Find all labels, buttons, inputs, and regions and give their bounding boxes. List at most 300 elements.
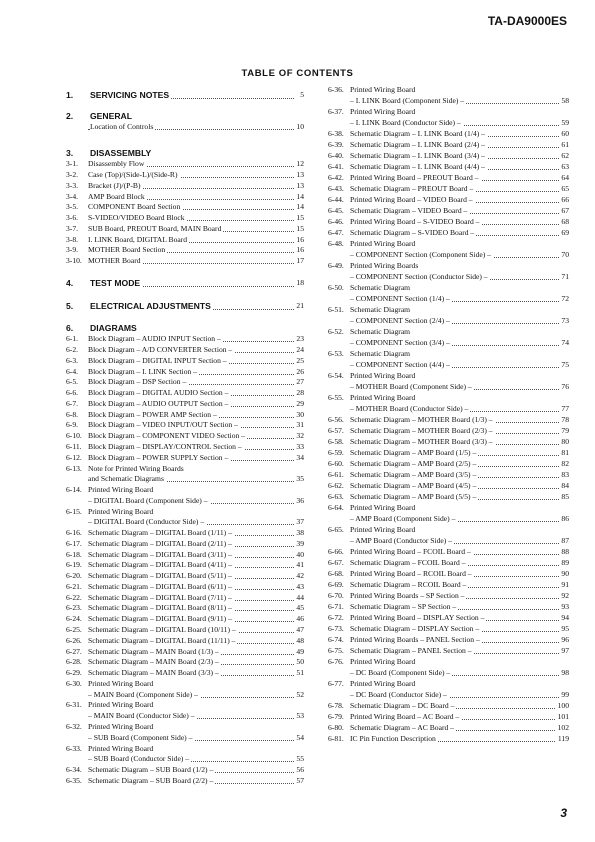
toc-entry-title: AMP Board Block [88, 192, 145, 201]
toc-entry-title: Block Diagram – DISPLAY/CONTROL Section – [88, 442, 242, 451]
toc-entry-title: Schematic Diagram – DC Board – [350, 701, 455, 710]
toc-entry-number: 6-65. [328, 525, 344, 534]
toc-entry-title: Printed Wiring Board [88, 507, 154, 516]
toc-entry-page: 65 [561, 184, 569, 193]
toc-entry-title: Printed Wiring Board [88, 700, 154, 709]
toc-entry-page: 17 [296, 256, 304, 265]
toc-entry-number: 6-16. [66, 528, 82, 537]
toc-entry-number: 6-77. [328, 679, 344, 688]
toc-entry-number: 6-48. [328, 239, 344, 248]
toc-entry-title: Block Diagram – AUDIO INPUT Section – [88, 334, 221, 343]
toc-entry-title: Schematic Diagram – FCOIL Board – [350, 558, 466, 567]
toc-entry [66, 442, 304, 452]
toc-entry-page: 14 [296, 192, 304, 201]
toc-entry [328, 426, 569, 436]
page-number: 3 [560, 806, 567, 820]
toc-entry-number: 6-55. [328, 393, 344, 402]
toc-entry-number: 6-26. [66, 636, 82, 645]
toc-entry-number: 6-68. [328, 569, 344, 578]
toc-entry-number: 3. [66, 148, 74, 158]
toc-entry-page: 88 [561, 547, 569, 556]
toc-entry [328, 723, 569, 733]
toc-entry [66, 690, 304, 700]
toc-entry-title: Schematic Diagram – AMP Board (1/5) – [350, 448, 477, 457]
toc-entry-title: Printed Wiring Board [88, 485, 154, 494]
toc-entry-page: 97 [561, 646, 569, 655]
toc-entry-title: Printed Wiring Board [88, 722, 154, 731]
toc-entry-page: 81 [561, 448, 569, 457]
toc-entry-title: Printed Wiring Boards – PANEL Section – [350, 635, 480, 644]
toc-entry-number: 3-4. [66, 192, 79, 201]
toc-entry-title: Printed Wiring Board [350, 371, 416, 380]
toc-entry-page: 94 [561, 613, 569, 622]
toc-entry [328, 184, 569, 194]
toc-entry-number: 6-14. [66, 485, 82, 494]
toc-entry-number: 6-57. [328, 426, 344, 435]
toc-entry [328, 481, 569, 491]
toc-entry-title: DISASSEMBLY [90, 148, 152, 158]
toc-entry [66, 122, 304, 132]
toc-entry [328, 129, 569, 139]
toc-entry-page: 67 [561, 206, 569, 215]
toc-entry [328, 712, 569, 722]
toc-entry [328, 459, 569, 469]
toc-entry-title: Block Diagram – COMPONENT VIDEO Section – [88, 431, 246, 440]
toc-entry-number: 6-29. [66, 668, 82, 677]
toc-entry-title: Printed Wiring Board [350, 85, 416, 94]
toc-entry [66, 668, 304, 678]
toc-entry-page: 13 [296, 170, 304, 179]
toc-entry-number: 6-58. [328, 437, 344, 446]
toc-entry-number: 6-40. [328, 151, 344, 160]
toc-entry-title: Printed Wiring Board – PREOUT Board – [350, 173, 479, 182]
toc-entry-number: 6-63. [328, 492, 344, 501]
toc-entry-title: Schematic Diagram – DIGITAL Board (11/11) – [88, 636, 236, 645]
toc-entry-page: 119 [557, 734, 569, 743]
toc-entry-title: TEST MODE [90, 278, 141, 288]
toc-entry-number: 6-15. [66, 507, 82, 516]
toc-entry-number: 3-10. [66, 256, 82, 265]
toc-entry-page: 15 [296, 213, 304, 222]
toc-entry-page: 30 [296, 410, 304, 419]
toc-entry [66, 603, 304, 613]
toc-entry [66, 765, 304, 775]
toc-entry-title: – COMPONENT Section (1/4) – [350, 294, 450, 303]
toc-entry-page: 100 [557, 701, 569, 710]
toc-entry-number: 6-38. [328, 129, 344, 138]
toc-entry-number: 6-11. [66, 442, 82, 451]
toc-entry-number: 3-2. [66, 170, 79, 179]
toc-entry-title: Schematic Diagram – AMP Board (4/5) – [350, 481, 477, 490]
toc-entry-page: 12 [296, 159, 304, 168]
toc-entry-page: 92 [561, 591, 569, 600]
toc-entry-number: 6-61. [328, 470, 344, 479]
toc-entry-page: 13 [296, 181, 304, 190]
toc-entry-page: 76 [561, 382, 569, 391]
toc-entry-number: 6-25. [66, 625, 82, 634]
toc-entry-page: 23 [296, 334, 304, 343]
toc-entry-page: 64 [561, 173, 569, 182]
toc-entry [328, 305, 569, 315]
toc-entry [328, 272, 569, 282]
toc-entry [66, 582, 304, 592]
toc-entry-title: Printed Wiring Boards [350, 261, 419, 270]
toc-entry-number: 6-33. [66, 744, 82, 753]
toc-entry-title: Schematic Diagram – MAIN Board (3/3) – [88, 668, 219, 677]
toc-entry-title: Schematic Diagram – AMP Board (3/5) – [350, 470, 477, 479]
toc-entry-page: 70 [561, 250, 569, 259]
toc-entry-title: Printed Wiring Board [350, 525, 416, 534]
toc-entry [328, 569, 569, 579]
toc-entry-title: Location of Controls [90, 122, 154, 131]
toc-entry-title: Schematic Diagram – MAIN Board (1/3) – [88, 647, 219, 656]
toc-entry-page: 90 [561, 569, 569, 578]
toc-entry-number: 6-23. [66, 603, 82, 612]
toc-entry-title: Schematic Diagram – DIGITAL Board (10/11) – [88, 625, 236, 634]
toc-entry [66, 657, 304, 667]
toc-entry [66, 754, 304, 764]
toc-entry-page: 79 [561, 426, 569, 435]
toc-entry-page: 42 [296, 571, 304, 580]
toc-entry-page: 80 [561, 437, 569, 446]
toc-entry [328, 690, 569, 700]
toc-entry-title: – DC Board (Component Side) – [350, 668, 451, 677]
toc-entry-title: Schematic Diagram – MOTHER Board (3/3) – [350, 437, 493, 446]
toc-entry [66, 356, 304, 366]
toc-entry-page: 63 [561, 162, 569, 171]
toc-entry-page: 86 [561, 514, 569, 523]
toc-entry [328, 107, 569, 117]
toc-entry [328, 162, 569, 172]
toc-entry-title: Printed Wiring Board [350, 657, 416, 666]
toc-entry [66, 245, 304, 255]
toc-entry-page: 36 [296, 496, 304, 505]
toc-entry-title: Schematic Diagram [350, 327, 411, 336]
toc-entry-number: 6-21. [66, 582, 82, 591]
toc-entry-number: 6-20. [66, 571, 82, 580]
toc-entry [328, 635, 569, 645]
toc-entry-title: Block Diagram – DIGITAL AUDIO Section – [88, 388, 229, 397]
toc-entry-number: 6-80. [328, 723, 344, 732]
toc-entry-title: Schematic Diagram – AMP Board (5/5) – [350, 492, 477, 501]
toc-entry-page: 46 [296, 614, 304, 623]
toc-entry [328, 580, 569, 590]
toc-entry-page: 10 [296, 122, 304, 131]
toc-entry [66, 213, 304, 223]
toc-entry-title: Schematic Diagram – PANEL Section – [350, 646, 472, 655]
toc-entry-page: 49 [296, 647, 304, 656]
toc-entry-title: Schematic Diagram – RCOIL Board – [350, 580, 467, 589]
toc-entry-page: 78 [561, 415, 569, 424]
toc-entry-title: Schematic Diagram – DIGITAL Board (1/11) – [88, 528, 232, 537]
toc-entry-title: Disassembly Flow [88, 159, 145, 168]
toc-entry-number: 6-7. [66, 399, 79, 408]
toc-entry-number: 6-18. [66, 550, 82, 559]
toc-entry [66, 614, 304, 624]
toc-entry-number: 6-64. [328, 503, 344, 512]
toc-entry-title: Printed Wiring Board – S-VIDEO Board – [350, 217, 480, 226]
toc-entry-number: 6-27. [66, 647, 82, 656]
toc-entry-page: 31 [296, 420, 304, 429]
toc-entry-number: 6-74. [328, 635, 344, 644]
toc-entry-title: Printed Wiring Board – DISPLAY Section – [350, 613, 485, 622]
toc-entry-title: Printed Wiring Board [88, 679, 154, 688]
toc-entry-number: 6-69. [328, 580, 344, 589]
toc-entry-title: Block Diagram – DSP Section – [88, 377, 187, 386]
toc-entry-title: Schematic Diagram – DIGITAL Board (3/11) – [88, 550, 232, 559]
toc-entry-page: 54 [296, 733, 304, 742]
toc-entry-page: 53 [296, 711, 304, 720]
toc-entry-page: 58 [561, 96, 569, 105]
toc-entry [328, 85, 569, 95]
toc-entry [66, 420, 304, 430]
toc-entry-title: Bracket (J)/(P-B) [88, 181, 141, 190]
toc-entry-page: 77 [561, 404, 569, 413]
toc-entry-page: 5 [295, 89, 304, 101]
toc-entry [66, 202, 304, 212]
toc-entry-title: Block Diagram – DIGITAL INPUT Section – [88, 356, 227, 365]
toc-entry-page: 51 [296, 668, 304, 677]
toc-section-heading [66, 89, 304, 101]
toc-entry-title: Printed Wiring Board – AC Board – [350, 712, 460, 721]
toc-entry [66, 593, 304, 603]
toc-section-heading [66, 110, 304, 122]
toc-entry [66, 334, 304, 344]
toc-entry-title: MOTHER Board [88, 256, 141, 265]
toc-entry-page: 45 [296, 603, 304, 612]
toc-entry-title: Printed Wiring Board [350, 107, 416, 116]
toc-entry-number: 6-4. [66, 367, 79, 376]
toc-entry-page: 41 [296, 560, 304, 569]
toc-entry [328, 668, 569, 678]
toc-entry-title: – I. LINK Board (Conductor Side) – [350, 118, 461, 127]
toc-entry-number: 6-10. [66, 431, 82, 440]
toc-entry-title: ELECTRICAL ADJUSTMENTS [90, 301, 211, 311]
toc-entry-number: 6-44. [328, 195, 344, 204]
toc-entry [328, 547, 569, 557]
toc-entry-page: 47 [296, 625, 304, 634]
toc-entry-title: IC Pin Function Description [350, 734, 436, 743]
toc-entry-title: Printed Wiring Board – VIDEO Board – [350, 195, 473, 204]
toc-entry-title: Schematic Diagram – DIGITAL Board (7/11) – [88, 593, 232, 602]
toc-entry [328, 536, 569, 546]
toc-entry-number: 3-9. [66, 245, 79, 254]
toc-entry [66, 539, 304, 549]
toc-entry [66, 431, 304, 441]
toc-entry [328, 393, 569, 403]
toc-entry-number: 5. [66, 301, 74, 311]
toc-entry-title: – MAIN Board (Component Side) – [88, 690, 198, 699]
toc-entry [66, 550, 304, 560]
toc-entry-title: – COMPONENT Section (4/4) – [350, 360, 450, 369]
toc-entry-page: 37 [296, 517, 304, 526]
toc-entry-number: 6-39. [328, 140, 344, 149]
toc-entry [328, 250, 569, 260]
toc-entry-number: 6-8. [66, 410, 79, 419]
toc-entry-title: Printed Wiring Board [350, 393, 416, 402]
toc-entry-title: Printed Wiring Board [88, 744, 154, 753]
toc-entry-page: 71 [561, 272, 569, 281]
toc-entry-title: Case (Top)/(Side-L)/(Side-R) [88, 170, 178, 179]
toc-entry-number: 6-56. [328, 415, 344, 424]
toc-entry-number: 6-42. [328, 173, 344, 182]
toc-entry-number: 6-73. [328, 624, 344, 633]
toc-section-heading [66, 277, 304, 289]
toc-entry-number: 6-2. [66, 345, 79, 354]
toc-entry [328, 228, 569, 238]
toc-entry [328, 470, 569, 480]
toc-entry-title: Block Diagram – I. LINK Section – [88, 367, 198, 376]
toc-entry-number: 2. [66, 111, 74, 121]
toc-entry-page: 75 [561, 360, 569, 369]
toc-entry-page: 56 [296, 765, 304, 774]
toc-entry-page: 102 [557, 723, 569, 732]
toc-entry-number: 6-17. [66, 539, 82, 548]
toc-entry-page: 27 [296, 377, 304, 386]
toc-entry-number: 6-13. [66, 464, 82, 473]
toc-entry-number: 6-49. [328, 261, 344, 270]
toc-entry-page: 60 [561, 129, 569, 138]
toc-entry-title: Schematic Diagram – AMP Board (2/5) – [350, 459, 477, 468]
toc-entry-number: 6-62. [328, 481, 344, 490]
toc-entry-number: 6-36. [328, 85, 344, 94]
toc-entry-number: 6-76. [328, 657, 344, 666]
toc-entry-page: 69 [561, 228, 569, 237]
toc-entry-page: 93 [561, 602, 569, 611]
toc-entry [328, 140, 569, 150]
toc-entry-page: 28 [296, 388, 304, 397]
toc-entry [328, 734, 569, 744]
toc-entry [328, 701, 569, 711]
toc-entry-number: 6-24. [66, 614, 82, 623]
toc-entry-number: 4. [66, 278, 74, 288]
toc-entry-number: 6-43. [328, 184, 344, 193]
toc-entry [328, 558, 569, 568]
toc-entry [66, 388, 304, 398]
toc-entry [328, 415, 569, 425]
toc-entry-page: 15 [296, 224, 304, 233]
toc-entry [66, 733, 304, 743]
toc-entry-title: Schematic Diagram – I. LINK Board (3/4) – [350, 151, 485, 160]
toc-entry-number: 6-1. [66, 334, 79, 343]
toc-entry-title: – MAIN Board (Conductor Side) – [88, 711, 195, 720]
toc-entry-title: Printed Wiring Board [350, 679, 416, 688]
toc-entry-title: Schematic Diagram – S-VIDEO Board – [350, 228, 475, 237]
toc-entry-title: Schematic Diagram – SUB Board (2/2) – [88, 776, 214, 785]
toc-entry [66, 776, 304, 786]
toc-entry-title: MOTHER Board Section [88, 245, 166, 254]
toc-entry-title: Printed Wiring Boards – SP Section – [350, 591, 465, 600]
toc-entry-number: 3-5. [66, 202, 79, 211]
toc-entry-title: – AMP Board (Component Side) – [350, 514, 456, 523]
toc-entry [66, 256, 304, 266]
toc-entry-title: Schematic Diagram – SP Section – [350, 602, 457, 611]
toc-entry-page: 68 [561, 217, 569, 226]
toc-entry-number: 6. [66, 323, 74, 333]
toc-entry-title: – DIGITAL Board (Component Side) – [88, 496, 208, 505]
toc-entry-page: 85 [561, 492, 569, 501]
toc-entry [328, 96, 569, 106]
toc-entry [328, 118, 569, 128]
toc-entry [66, 636, 304, 646]
toc-entry-page: 34 [296, 453, 304, 462]
toc-entry-page: 61 [561, 140, 569, 149]
toc-entry-number: 6-37. [328, 107, 344, 116]
toc-entry-page: 24 [296, 345, 304, 354]
toc-entry [328, 316, 569, 326]
toc-entry-page: 16 [296, 245, 304, 254]
toc-entry-title: Block Diagram – AUDIO OUTPUT Section – [88, 399, 229, 408]
toc-section-heading [66, 322, 304, 334]
toc-entry [66, 181, 304, 191]
toc-entry-page: 25 [296, 356, 304, 365]
toc-entry-page: 38 [296, 528, 304, 537]
toc-entry-title: Printed Wiring Board [350, 503, 416, 512]
toc-entry [328, 437, 569, 447]
toc-entry [66, 235, 304, 245]
toc-entry [328, 195, 569, 205]
toc-entry-title: Schematic Diagram – VIDEO Board – [350, 206, 468, 215]
toc-entry-page: 39 [296, 539, 304, 548]
toc-entry-title: Schematic Diagram – I. LINK Board (2/4) – [350, 140, 485, 149]
toc-entry [66, 700, 304, 710]
toc-entry-title: Schematic Diagram – DIGITAL Board (6/11) – [88, 582, 232, 591]
toc-entry-page: 55 [296, 754, 304, 763]
toc-entry-number: 6-59. [328, 448, 344, 457]
toc-entry-page: 29 [296, 399, 304, 408]
toc-entry [66, 399, 304, 409]
toc-entry-number: 6-52. [328, 327, 344, 336]
toc-entry-number: 6-60. [328, 459, 344, 468]
toc-entry [66, 367, 304, 377]
toc-entry-number: 3-8. [66, 235, 79, 244]
toc-entry-number: 6-6. [66, 388, 79, 397]
toc-entry-title: I. LINK Board, DIGITAL Board [88, 235, 188, 244]
toc-entry [328, 404, 569, 414]
toc-entry-number: 6-3. [66, 356, 79, 365]
toc-entry-title: Schematic Diagram – AC Board – [350, 723, 454, 732]
toc-entry-page: 48 [296, 636, 304, 645]
toc-entry [66, 170, 304, 180]
toc-entry-title: Schematic Diagram – SUB Board (1/2) – [88, 765, 214, 774]
toc-entry-page: 18 [296, 278, 304, 287]
toc-entry-number: 6-19. [66, 560, 82, 569]
toc-entry-title: and Schematic Diagrams [88, 474, 164, 483]
toc-entry-title: Schematic Diagram – DIGITAL Board (9/11) – [88, 614, 232, 623]
toc-entry-number: 6-34. [66, 765, 82, 774]
toc-entry-number: 6-81. [328, 734, 344, 743]
toc-entry [328, 151, 569, 161]
toc-entry [66, 679, 304, 689]
toc-entry [328, 602, 569, 612]
toc-entry-page: 83 [561, 470, 569, 479]
toc-entry [328, 613, 569, 623]
toc-entry-number: 3-1. [66, 159, 79, 168]
toc-entry-title: – COMPONENT Section (Conductor Side) – [350, 272, 488, 281]
toc-entry-title: Note for Printed Wiring Boards [88, 464, 184, 473]
toc-entry-number: 6-46. [328, 217, 344, 226]
page-title: TABLE OF CONTENTS [241, 68, 354, 79]
toc-entry [66, 345, 304, 355]
toc-entry-title: Block Diagram – VIDEO INPUT/OUT Section – [88, 420, 238, 429]
toc-entry-title: Schematic Diagram – DIGITAL Board (2/11) – [88, 539, 232, 548]
toc-entry-number: 6-41. [328, 162, 344, 171]
toc-entry [66, 485, 304, 495]
toc-entry-number: 6-54. [328, 371, 344, 380]
toc-entry [328, 624, 569, 634]
toc-entry-page: 91 [561, 580, 569, 589]
toc-entry-title: Schematic Diagram – I. LINK Board (1/4) – [350, 129, 485, 138]
